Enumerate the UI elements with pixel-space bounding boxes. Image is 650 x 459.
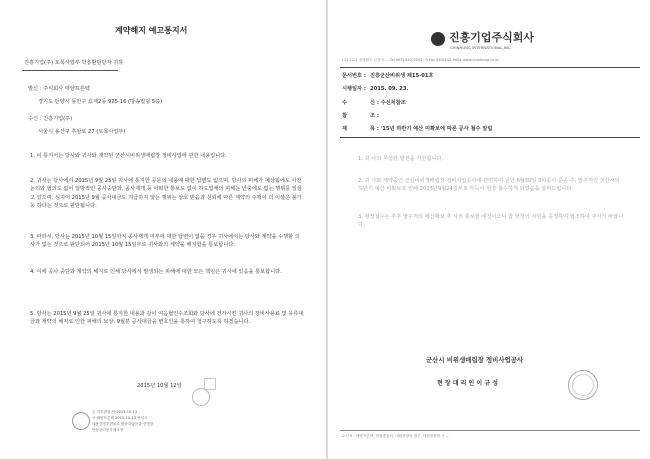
sender-address: 경기도 안양시 동안구 호계2동 925-16 (방송빌딩 5층) <box>38 99 163 105</box>
carbon-copy-list: 수신처 : 태양프론텍, 대원중장비, 대원중장비 철근, 대원중장비 구 ... <box>342 434 450 438</box>
issue-date-value: 2015. 09. 23. <box>370 86 409 92</box>
paragraph-3: 3. 따라서, 당사는 2015년 10월 15일까지 공사재개 여부에 대한 답변이 없을 경우 귀사에서는 당사와 계약을 수행할 의사가 없는 것으로 판단되어 2015년 10월 15일부로 귀사와의 계약을 해지함을 통보합니다. <box>30 234 300 249</box>
paragraph-4: 4. 이에 공사 중단과 계약의 해지로 인해 당사에서 발생되는 피해에 대한 모든 책임은 귀사에 있음을 통보합니다. <box>30 269 282 275</box>
header-rule <box>340 67 640 68</box>
paragraph-5: 5. 당사는 2015년 9월 25일 귀사에 통지한 내용과 같이 여음협인수조회와 당사에 건가시킨 귀사의 장비사용료 및 유류대금과 계약의 해지로 인한 피해의 보상, 9월분 공사대금을 변호인을 통하여 청구하도록 하겠습니다. <box>30 311 304 326</box>
company-seal-stamp <box>192 388 210 406</box>
recipient-value: 신 : 수신처참조 <box>370 100 406 106</box>
square-seal-stamp <box>204 378 216 390</box>
notice-date: 2015년 10월 12일 <box>137 383 182 389</box>
registered-mail-line-1: 등 기우편물 안 2015-10-13 <box>92 410 138 414</box>
registered-mail-line-4: 안동관리동우체국장 <box>92 428 124 432</box>
official-seal-inner <box>572 374 594 396</box>
sender-label: 발신 : 주식회사 태양프론텍 <box>28 86 90 92</box>
registered-mail-line-3: 내용증명우편물로 발송하였음을 증명함 <box>92 422 154 426</box>
paragraph-2: 2. 귀사는 당사에서 2015년 9월 25일 귀사에 통지한 공문의 내용에 대한 답변도 없으며, 당사의 피해가 예상됨에도 사전 논의와 협의도 없이 일방적인 공사중단과, 공사재개 등 어떠한 통보도 없이 하도업체의 피해는 안중에도 없는 행위를 일삼고 있으며, 심지어 2015년 9월 공사대금도 지급하지 않는 행위는 상호 믿음과 신뢰에 따른 계약의 수행이 더 이상은 불가능 하다는 것으로 판단됩니다. <box>30 178 302 210</box>
reference-label: 참 <box>342 113 348 119</box>
reference-value: 조 : <box>370 113 379 119</box>
receiver-label: 수신 : 진흥기업(주) <box>28 116 73 122</box>
registered-mail-line-2: 사 태양프론텍 2015-10-13 안녕시 <box>92 416 148 420</box>
subject-value: 목 : '15년 하반기 예산 미확보에 따른 공사 철수 알림 <box>370 126 493 132</box>
recipient-line: 진흥기업(주) 토목사업부 박흥환담당자 귀하 <box>24 60 124 66</box>
notice-title: 계약해지 예고통지서 <box>115 26 188 35</box>
company-letter-page <box>328 0 650 459</box>
subject-rule <box>340 137 640 138</box>
signature-name: 현 장 대 리 인 이 규 성 <box>437 380 498 387</box>
doc-number-value: 진흥군산비위생 제15-01호 <box>370 73 434 79</box>
paragraph-1: 1. 이 통지서는 당사와 귀사와 계약된 군산시비위생매립장 정비사업에 관한 내용입니다. <box>30 153 227 159</box>
letter-paragraph-1: 1. 귀 사의 무궁한 발전을 기원합니다. <box>358 156 443 162</box>
receiver-address: 서울시 용산구 후암로 27 (토목사업부) <box>38 129 126 135</box>
signature-title: 군산시 비위생매립장 정비사업공사 <box>426 356 524 364</box>
postal-stamp <box>72 412 90 430</box>
recipient-underline <box>22 70 118 71</box>
doc-number-label: 문서번호 : <box>342 73 366 79</box>
recipient-label: 수 <box>342 100 348 106</box>
letter-paragraph-3: 3. 현장철수는 추후 발주처의 예산확보 후 사전 통보할 예정이오니 참 현장의 자원을 공정하여 협조하여 주시기 바랍니다. <box>358 214 624 229</box>
company-logo-icon <box>431 32 445 46</box>
company-name: 진흥기업주식회사 <box>449 31 535 44</box>
subject-label: 제 <box>342 126 348 132</box>
letter-paragraph-2: 2. 귀 사와 계약중인 군산비위생매립장 정비사업공사에 관련하여 금년 6월30일 3차공사 준공 후, 발주처인 군산시의 하반기 예산 미확보로 인해 2015년9월24일부로 부득이 현장 철수하게 되었음을 알려드립니다. <box>358 178 620 193</box>
issue-date-label: 시행일자 : <box>342 86 366 92</box>
footer-rule <box>340 430 640 431</box>
company-address-line: (주) 12-1 전라북도 군산시 ... Tel 063) 442-3002~3 Fax 063)442-9004 www.chinhung.co.kr <box>342 58 500 62</box>
company-name-en: CHINHUNG INTERNATIONAL,INC. <box>450 45 512 50</box>
